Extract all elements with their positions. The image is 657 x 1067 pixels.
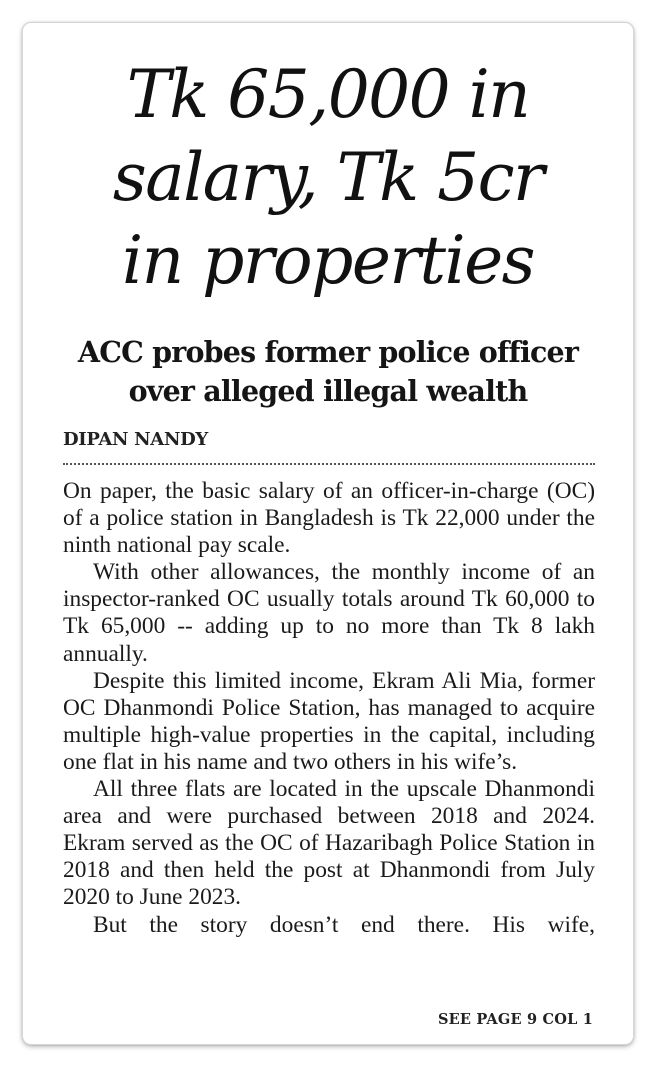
subheadline-line: over alleged illegal wealth (128, 374, 528, 408)
body-paragraph: On paper, the basic salary of an officer-in-charge (OC) of a police station in Bangladesh is Tk 22,000 under the ninth national pay scale. (63, 478, 595, 559)
body-paragraph: With other allowances, the monthly income of an inspector-ranked OC usually totals around Tk 60,000 to Tk 65,000 -- adding up to no more than Tk 8 lakh annually. (63, 559, 595, 667)
headline (23, 53, 633, 302)
continuation-jump-line: SEE PAGE 9 COL 1 (437, 1011, 593, 1028)
body-paragraph: Despite this limited income, Ekram Ali Mia, former OC Dhanmondi Police Station, has managed to acquire multiple high-value properties in the capital, including one flat in his name and two others in his wife’s. (63, 667, 595, 775)
article-body (63, 478, 595, 939)
headline-line: Tk 65,000 in (126, 56, 530, 133)
news-clipping-card (23, 23, 633, 1044)
dotted-divider (63, 463, 595, 465)
body-paragraph: All three flats are located in the upscale Dhanmondi area and were purchased between 2018 and 2024. Ekram served as the OC of Hazaribagh Police Station in 2018 and then held the post at Dhanmondi from July 2020 to June 2023. (63, 776, 595, 911)
headline-line: in properties (121, 222, 535, 299)
subheadline-line: ACC probes former police officer (77, 335, 579, 369)
body-paragraph: But the story doesn’t end there. His wife, (93, 911, 595, 938)
subheadline (23, 333, 633, 411)
headline-line: salary, Tk 5cr (112, 139, 544, 216)
byline: DIPAN NANDY (63, 429, 208, 450)
